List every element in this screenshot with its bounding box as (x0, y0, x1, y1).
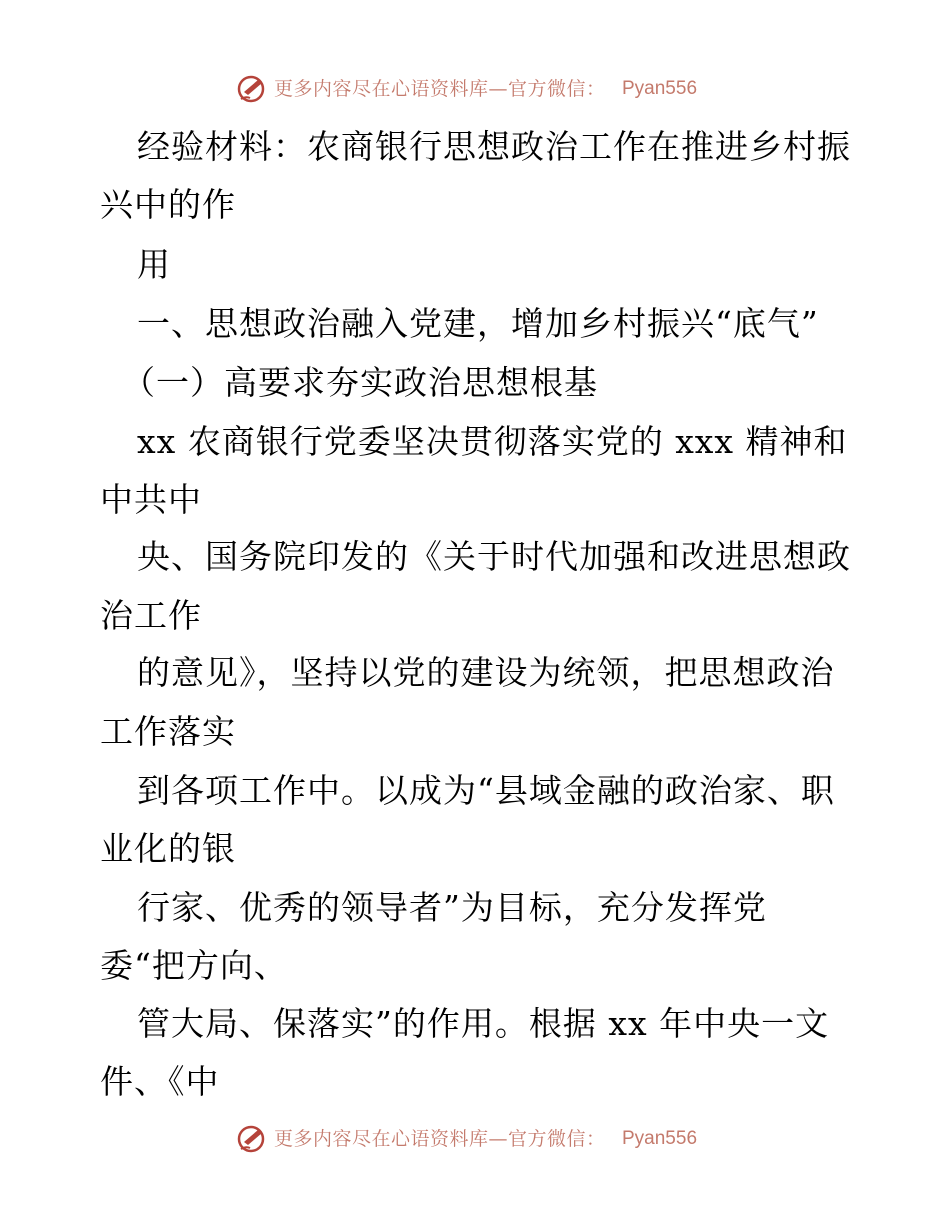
text-line: 用 (137, 245, 171, 284)
text-line: 件、《中 (100, 1062, 220, 1101)
text-line: 工作落实 (100, 712, 236, 751)
text-line: 经验材料：农商银行思想政治工作在推进乡村振 (137, 127, 851, 166)
watermark-text: 更多内容尽在心语资料库—官方微信： (274, 78, 606, 100)
text-line: 治工作 (100, 596, 202, 635)
text-line: xx 农商银行党委坚决贯彻落实党的 xxx 精神和 (137, 422, 848, 461)
text-line: 委“把方向、 (100, 946, 288, 985)
watermark-wechat-id: Pyan556 (622, 78, 698, 99)
watermark-wechat-id: Pyan556 (622, 1128, 698, 1149)
header-watermark (0, 70, 950, 110)
subsection-heading: （一）高要求夯实政治思想根基 (122, 363, 598, 402)
pen-logo-icon (236, 1122, 268, 1154)
text-line: 业化的银 (100, 829, 236, 868)
text-line: 到各项工作中。以成为“县域金融的政治家、职 (137, 771, 835, 810)
text-line: 中共中 (100, 480, 202, 519)
footer-watermark (0, 1120, 950, 1160)
pen-logo-icon (236, 72, 268, 104)
text-line: 管大局、保落实”的作用。根据 xx 年中央一文 (137, 1004, 830, 1043)
text-line: 的意见》，坚持以党的建设为统领，把思想政治 (137, 653, 835, 692)
watermark-text: 更多内容尽在心语资料库—官方微信： (274, 1128, 606, 1150)
text-line: 行家、优秀的领导者”为目标，充分发挥党 (137, 888, 767, 927)
text-line: 兴中的作 (100, 185, 236, 224)
text-line: 央、国务院印发的《关于时代加强和改进思想政 (137, 537, 851, 576)
section-heading: 一、思想政治融入党建，增加乡村振兴“底气” (137, 304, 819, 343)
